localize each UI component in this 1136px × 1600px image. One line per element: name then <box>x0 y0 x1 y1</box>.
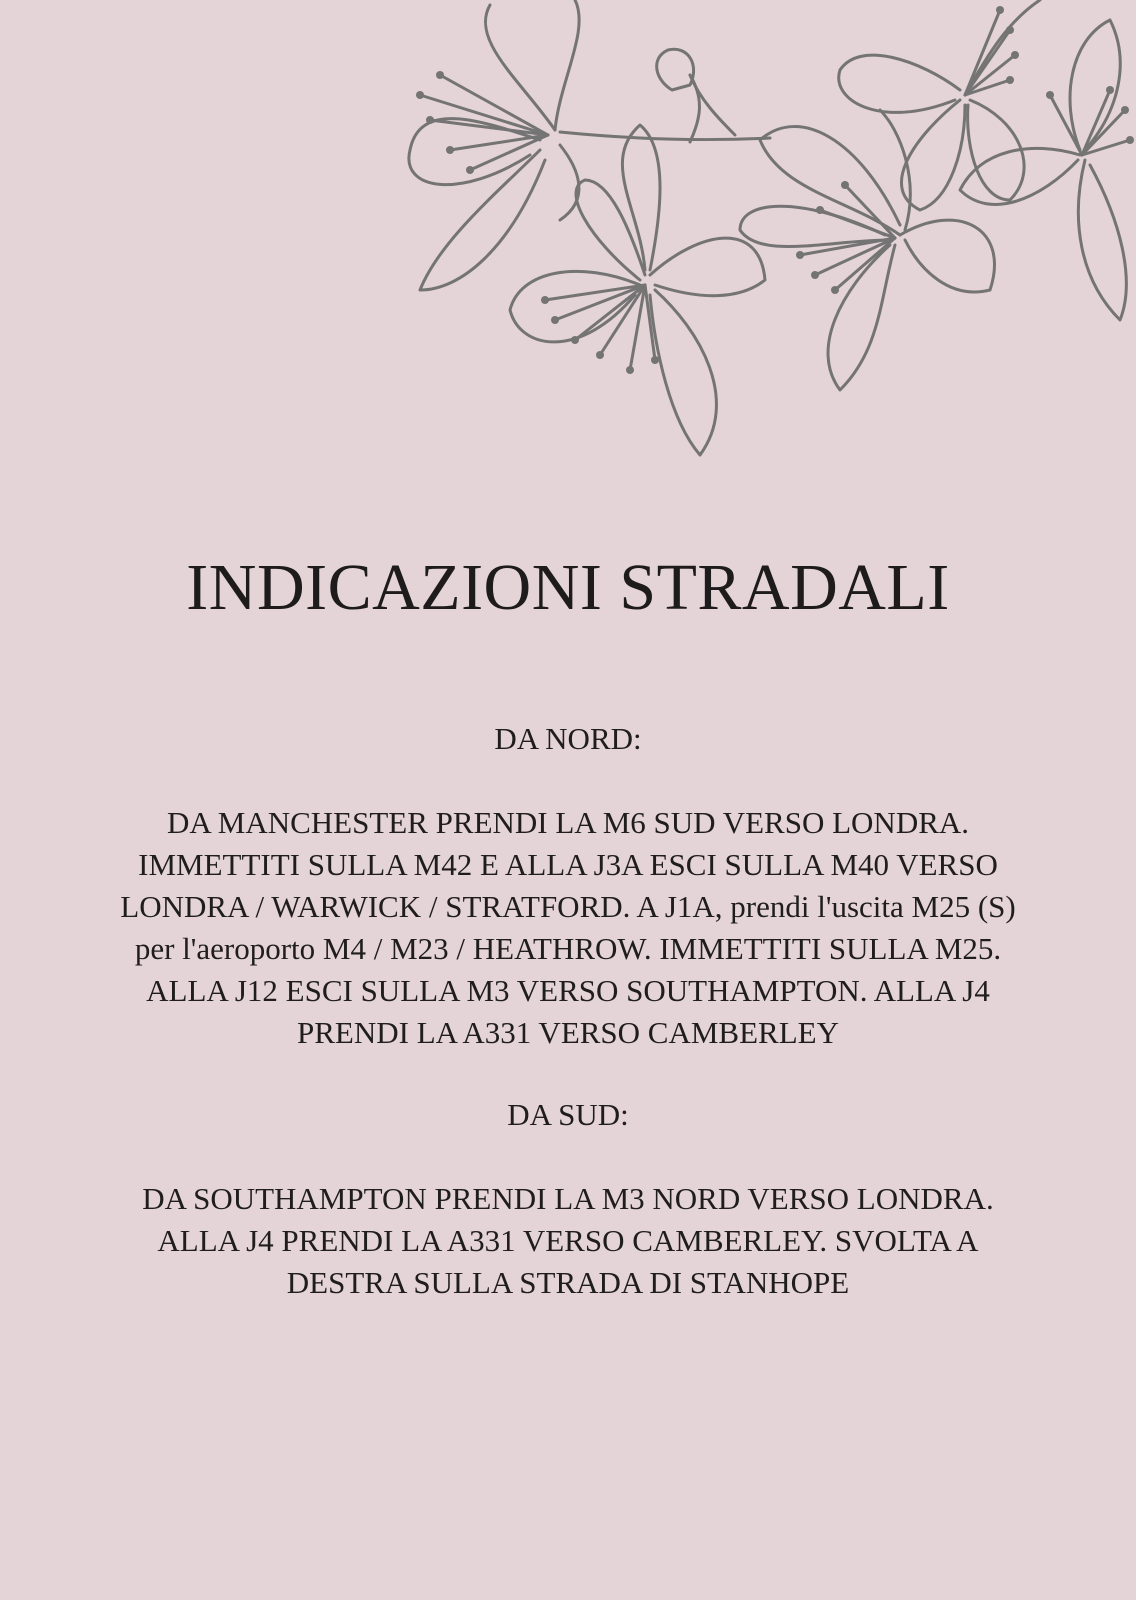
section-heading-south: DA SUD: <box>507 1097 629 1132</box>
directions-south-text: DA SOUTHAMPTON PRENDI LA M3 NORD VERSO LONDRA. ALLA J4 PRENDI LA A331 VERSO CAMBERLEY. SVOLTA A DESTRA SULLA STRADA DI STANHOPE <box>142 1181 994 1300</box>
directions-north-text: DA MANCHESTER PRENDI LA M6 SUD VERSO LONDRA. IMMETTITI SULLA M42 E ALLA J3A ESCI SULLA M40 VERSO LONDRA / WARWICK / STRATFORD. A J1A, prendi l'uscita M25 (S) per l'aeroporto M4 / M23 / HEATHROW. IMMETTITI SULLA M25. ALLA J12 ESCI SULLA M3 VERSO SOUTHAMPTON. ALLA J4 PRENDI LA A331 VERSO CAMBERLEY <box>120 805 1016 1050</box>
section-heading-north: DA NORD: <box>494 721 642 756</box>
page-title: INDICAZIONI STRADALI <box>186 551 950 624</box>
blossom-illustration-icon <box>0 0 1136 480</box>
directions-content <box>90 548 1046 1304</box>
